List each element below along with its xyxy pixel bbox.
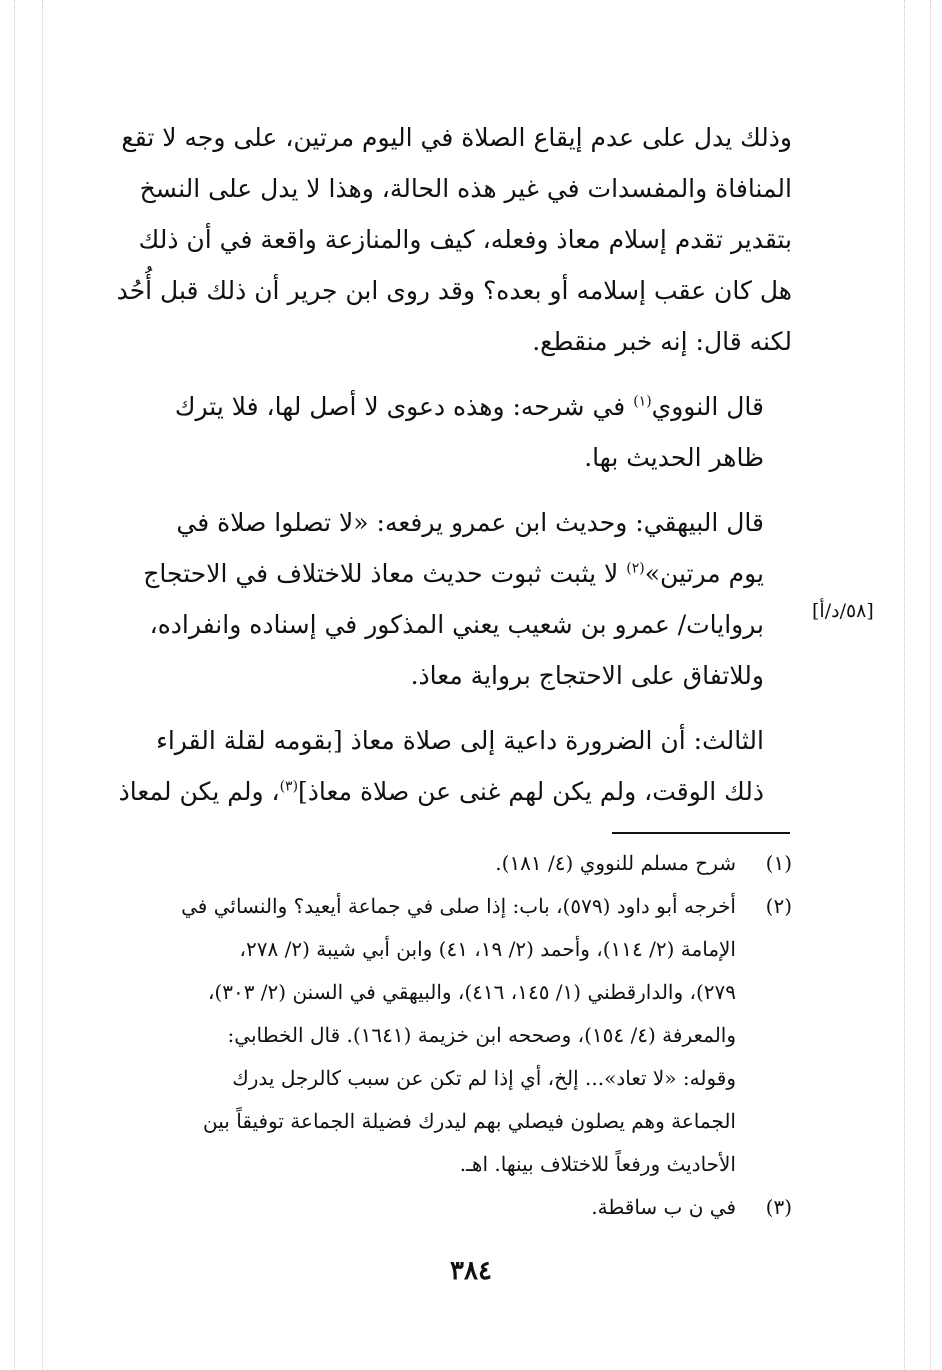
text-line: بروايات/ عمرو بن شعيب يعني المذكور في إسناده وانفراده، <box>149 610 764 639</box>
text-line: ظاهر الحديث بها. <box>584 443 764 472</box>
paragraph <box>112 497 792 701</box>
text-fragment: ذلك الوقت، ولم يكن لهم غنى عن صلاة معاذ] <box>298 777 764 806</box>
scan-dotted-border <box>14 0 15 1370</box>
text-line: هل كان عقب إسلامه أو بعده؟ وقد روى ابن جرير أن ذلك قبل أُحُد <box>116 276 792 305</box>
footnote-number: (١) <box>765 851 792 875</box>
text-line <box>112 548 792 599</box>
footnote <box>112 885 792 1186</box>
scan-dotted-border <box>904 0 905 1370</box>
footnote <box>112 842 792 885</box>
footnotes <box>112 842 792 1229</box>
scan-dotted-border <box>42 0 43 1370</box>
page-number: ٣٨٤ <box>450 1256 492 1286</box>
footnote-number: (٣) <box>765 1195 792 1219</box>
paragraph <box>112 112 792 367</box>
footnote-marker[interactable]: (٣) <box>279 778 299 795</box>
footnote-text <box>112 842 736 885</box>
text-line: الأحاديث ورفعاً للاختلاف بينها. اهـ. <box>459 1152 736 1176</box>
text-line: الإمامة (٢/ ١١٤)، وأحمد (٢/ ١٩، ٤١) وابن أبي شيبة (٢/ ٢٧٨، <box>239 937 736 961</box>
footnote-marker[interactable]: (١) <box>633 393 652 410</box>
footnote-separator <box>612 832 790 834</box>
text-line: الثالث: أن الضرورة داعية إلى صلاة معاذ [بقومه لقلة القراء <box>156 726 764 755</box>
manuscript-folio-reference: [٥٨/د/أ] <box>812 600 874 622</box>
text-fragment: ، ولم يكن لمعاذ <box>118 777 280 806</box>
text-fragment: قال النووي <box>651 392 764 421</box>
text-line: الجماعة وهم يصلون فيصلي بهم ليدرك فضيلة الجماعة توفيقاً بين <box>203 1109 736 1133</box>
footnote-number: (٢) <box>765 894 792 918</box>
text-line: قال البيهقي: وحديث ابن عمرو يرفعه: «لا تصلوا صلاة في <box>176 508 764 537</box>
text-fragment: يوم مرتين» <box>644 559 764 588</box>
text-line: شرح مسلم للنووي (٤/ ١٨١). <box>495 851 736 875</box>
text-fragment: لا يثبت ثبوت حديث معاذ للاختلاف في الاحتجاج <box>143 559 627 588</box>
footnote-text <box>112 885 736 1186</box>
text-line: المنافاة والمفسدات في غير هذه الحالة، وهذا لا يدل على النسخ <box>139 174 792 203</box>
text-line: وللاتفاق على الاحتجاج برواية معاذ. <box>410 661 764 690</box>
text-line: والمعرفة (٤/ ١٥٤)، وصححه ابن خزيمة (١٦٤١). قال الخطابي: <box>227 1023 736 1047</box>
text-line: وقوله: «لا تعاد»... إلخ، أي إذا لم تكن عن سبب كالرجل يدرك <box>232 1066 736 1090</box>
text-line: وذلك يدل على عدم إيقاع الصلاة في اليوم مرتين، على وجه لا تقع <box>121 123 792 152</box>
paragraph <box>112 381 792 483</box>
scan-dotted-border <box>930 0 931 1370</box>
text-line <box>112 381 792 432</box>
main-text <box>112 112 792 831</box>
footnote <box>112 1186 792 1229</box>
text-line: بتقدير تقدم إسلام معاذ وفعله، كيف والمنازعة واقعة في أن ذلك <box>138 225 792 254</box>
footnote-text <box>112 1186 736 1229</box>
text-line: لكنه قال: إنه خبر منقطع. <box>532 327 792 356</box>
text-fragment: في شرحه: وهذه دعوى لا أصل لها، فلا يترك <box>174 392 634 421</box>
text-line: ٢٧٩)، والدارقطني (١/ ١٤٥، ٤١٦)، والبيهقي في السنن (٢/ ٣٠٣)، <box>207 980 736 1004</box>
text-line: أخرجه أبو داود (٥٧٩)، باب: إذا صلى في جماعة أيعيد؟ والنسائي في <box>181 894 736 918</box>
footnote-marker[interactable]: (٢) <box>626 560 645 577</box>
paragraph <box>112 715 792 817</box>
text-line: في ن ب ساقطة. <box>591 1195 736 1219</box>
text-line <box>112 766 792 817</box>
